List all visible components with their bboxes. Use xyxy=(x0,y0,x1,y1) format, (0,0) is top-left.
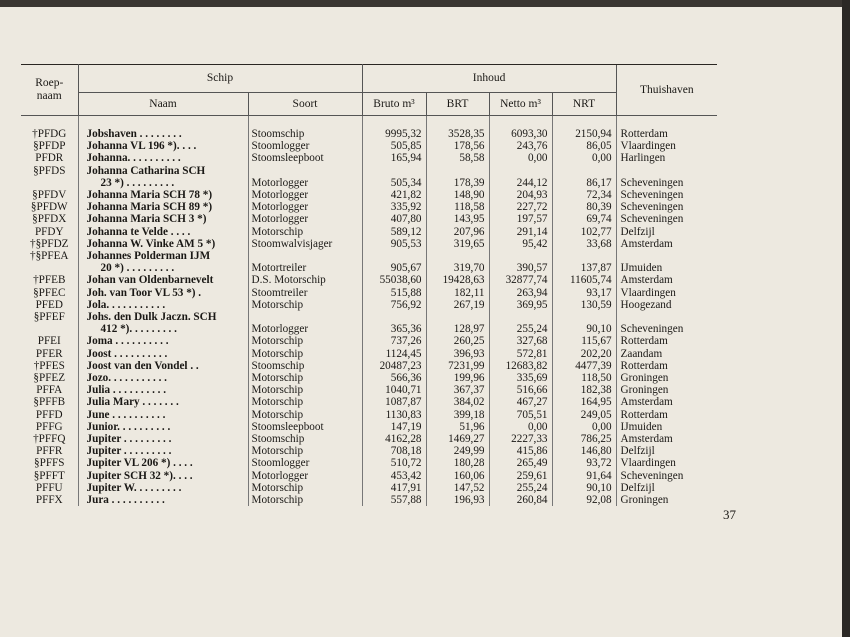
cell-nrt: 86,05 xyxy=(552,140,616,152)
cell-naam: Johs. den Dulk Jaczn. SCH xyxy=(78,311,248,323)
cell-nrt: 249,05 xyxy=(552,409,616,421)
table-row xyxy=(21,457,717,469)
header-row-1 xyxy=(21,65,717,93)
cell-nrt: 11605,74 xyxy=(552,274,616,286)
table-row xyxy=(21,152,717,164)
cell-naam: Joma . . . . . . . . . . xyxy=(78,335,248,347)
cell-nrt: 72,34 xyxy=(552,189,616,201)
cell-naam: Johanna Maria SCH 3 *) xyxy=(78,213,248,225)
cell-thuis xyxy=(616,165,717,177)
cell-bruto: 510,72 xyxy=(362,457,426,469)
cell-soort: Stoomtreiler xyxy=(248,287,362,299)
cell-bruto: 417,91 xyxy=(362,482,426,494)
cell-nrt: 130,59 xyxy=(552,299,616,311)
cell-roep: §PFDW xyxy=(21,201,78,213)
cell-soort: Stoomsleepboot xyxy=(248,152,362,164)
cell-soort: Stoomlogger xyxy=(248,140,362,152)
cell-netto xyxy=(489,311,552,323)
cell-thuis: Vlaardingen xyxy=(620,286,676,299)
cell-brt: 260,25 xyxy=(426,335,489,347)
cell-naam: Johanna W. Vinke AM 5 *) xyxy=(78,238,248,250)
cell-netto: 572,81 xyxy=(489,348,552,360)
cell-naam: Junior. . . . . . . . . . xyxy=(78,421,248,433)
cell-brt: 147,52 xyxy=(426,482,489,494)
cell-roep: §PFDS xyxy=(21,165,78,177)
table-row xyxy=(21,409,717,421)
cell-bruto: 1130,83 xyxy=(362,409,426,421)
table-row xyxy=(21,226,717,238)
cell-nrt: 2150,94 xyxy=(552,128,616,140)
header-thuishaven: Thuishaven xyxy=(616,65,717,116)
cell-nrt: 0,00 xyxy=(552,421,616,433)
cell-naam: Johanna VL 196 *). . . . xyxy=(78,140,248,152)
cell-bruto: 1087,87 xyxy=(362,396,426,408)
table-row xyxy=(21,250,717,262)
cell-soort: Motorschip xyxy=(248,409,362,421)
cell-netto xyxy=(489,250,552,262)
cell-naam: Joh. van Toor VL 53 *) . xyxy=(78,287,248,299)
cell-naam: Julia Mary . . . . . . . xyxy=(78,396,248,408)
cell-brt: 143,95 xyxy=(426,213,489,225)
cell-bruto xyxy=(362,250,426,262)
cell-nrt: 786,25 xyxy=(552,433,616,445)
cell-bruto: 20487,23 xyxy=(362,360,426,372)
cell-soort: Motorlogger xyxy=(248,213,362,225)
table-row xyxy=(21,262,717,274)
cell-nrt: 164,95 xyxy=(552,396,616,408)
cell-naam: Jupiter . . . . . . . . . xyxy=(78,433,248,445)
cell-naam: Joost . . . . . . . . . . xyxy=(78,348,248,360)
cell-netto: 390,57 xyxy=(489,262,552,274)
cell-naam: Johannes Polderman IJM xyxy=(78,250,248,262)
cell-netto: 260,84 xyxy=(489,494,552,506)
cell-brt: 148,90 xyxy=(426,189,489,201)
table-row xyxy=(21,201,717,213)
cell-roep xyxy=(21,262,78,274)
cell-brt: 178,39 xyxy=(426,177,489,189)
cell-bruto: 4162,28 xyxy=(362,433,426,445)
cell-soort: Motorlogger xyxy=(248,189,362,201)
cell-bruto: 365,36 xyxy=(362,323,426,335)
cell-soort: Motorschip xyxy=(248,396,362,408)
cell-netto: 0,00 xyxy=(489,421,552,433)
cell-nrt: 182,38 xyxy=(552,384,616,396)
cell-roep: PFED xyxy=(21,299,78,311)
cell-roep xyxy=(21,177,78,189)
cell-netto: 467,27 xyxy=(489,396,552,408)
cell-thuis: Amsterdam xyxy=(620,237,673,250)
cell-bruto: 1040,71 xyxy=(362,384,426,396)
cell-bruto: 505,34 xyxy=(362,177,426,189)
header-naam: Naam xyxy=(78,93,248,116)
cell-roep: PFER xyxy=(21,348,78,360)
table-row xyxy=(21,482,717,494)
cell-thuis: Vlaardingen xyxy=(620,457,676,470)
cell-soort: Stoomschip xyxy=(248,128,362,140)
cell-soort: Motorlogger xyxy=(248,177,362,189)
cell-nrt: 102,77 xyxy=(552,226,616,238)
table-row xyxy=(21,189,717,201)
cell-thuis xyxy=(616,311,717,323)
table-row xyxy=(21,177,717,189)
cell-bruto: 407,80 xyxy=(362,213,426,225)
cell-netto: 265,49 xyxy=(489,457,552,469)
cell-nrt: 202,20 xyxy=(552,348,616,360)
cell-thuis: Groningen xyxy=(620,384,669,397)
cell-netto: 227,72 xyxy=(489,201,552,213)
cell-soort: Motorschip xyxy=(248,445,362,457)
cell-thuis: Amsterdam xyxy=(620,433,673,446)
cell-brt: 3528,35 xyxy=(426,128,489,140)
cell-brt: 249,99 xyxy=(426,445,489,457)
cell-soort: Motorschip xyxy=(248,299,362,311)
table-row xyxy=(21,213,717,225)
cell-netto: 327,68 xyxy=(489,335,552,347)
document-page xyxy=(0,7,842,637)
cell-thuis: Scheveningen xyxy=(620,323,684,336)
cell-brt: 319,70 xyxy=(426,262,489,274)
cell-nrt: 93,72 xyxy=(552,457,616,469)
cell-nrt: 80,39 xyxy=(552,201,616,213)
cell-naam: Jozo. . . . . . . . . . . xyxy=(78,372,248,384)
table-row xyxy=(21,274,717,286)
cell-thuis: Harlingen xyxy=(620,152,666,165)
table-row xyxy=(21,384,717,396)
cell-roep: §PFEZ xyxy=(21,372,78,384)
cell-netto: 95,42 xyxy=(489,238,552,250)
cell-naam: June . . . . . . . . . . xyxy=(78,409,248,421)
cell-thuis: Scheveningen xyxy=(620,201,684,214)
cell-bruto: 756,92 xyxy=(362,299,426,311)
cell-naam: Jupiter VL 206 *) . . . . xyxy=(78,457,248,469)
cell-soort xyxy=(248,250,362,262)
table-row xyxy=(21,323,717,335)
table-row xyxy=(21,165,717,177)
cell-roep: PFDR xyxy=(21,152,78,164)
cell-soort: Motorschip xyxy=(248,384,362,396)
cell-brt: 58,58 xyxy=(426,152,489,164)
table-row xyxy=(21,311,717,323)
cell-brt: 7231,99 xyxy=(426,360,489,372)
cell-roep: §PFDV xyxy=(21,189,78,201)
cell-thuis: Delfzijl xyxy=(620,445,655,458)
cell-bruto: 335,92 xyxy=(362,201,426,213)
cell-naam: Jupiter . . . . . . . . . xyxy=(78,445,248,457)
cell-thuis: Scheveningen xyxy=(620,189,684,202)
cell-bruto xyxy=(362,311,426,323)
cell-roep: §PFFS xyxy=(21,457,78,469)
cell-naam: Jura . . . . . . . . . . xyxy=(78,494,248,506)
spacer-row xyxy=(21,116,717,129)
table-row xyxy=(21,494,717,506)
cell-brt: 160,06 xyxy=(426,470,489,482)
page-number: 37 xyxy=(723,507,736,522)
table-row xyxy=(21,299,717,311)
cell-netto: 243,76 xyxy=(489,140,552,152)
cell-thuis: Scheveningen xyxy=(620,469,684,482)
cell-netto: 516,66 xyxy=(489,384,552,396)
cell-naam: Johanna te Velde . . . . xyxy=(78,226,248,238)
cell-bruto: 147,19 xyxy=(362,421,426,433)
cell-thuis xyxy=(616,250,717,262)
cell-nrt: 137,87 xyxy=(552,262,616,274)
cell-brt: 19428,63 xyxy=(426,274,489,286)
cell-roep: †PFFQ xyxy=(21,433,78,445)
cell-brt xyxy=(426,311,489,323)
cell-netto xyxy=(489,165,552,177)
cell-brt: 182,11 xyxy=(426,287,489,299)
header-inhoud: Inhoud xyxy=(362,65,616,93)
cell-netto: 255,24 xyxy=(489,482,552,494)
cell-soort: Motorschip xyxy=(248,482,362,494)
cell-roep: †§PFEA xyxy=(21,250,78,262)
cell-netto: 197,57 xyxy=(489,213,552,225)
cell-netto: 6093,30 xyxy=(489,128,552,140)
header-row-2 xyxy=(21,93,717,116)
cell-naam: Joost van den Vondel . . xyxy=(78,360,248,372)
cell-nrt: 146,80 xyxy=(552,445,616,457)
cell-bruto: 165,94 xyxy=(362,152,426,164)
cell-netto: 705,51 xyxy=(489,409,552,421)
cell-naam: Jupiter SCH 32 *). . . . xyxy=(78,470,248,482)
cell-roep: §PFFT xyxy=(21,470,78,482)
cell-roep: PFFA xyxy=(21,384,78,396)
cell-brt: 267,19 xyxy=(426,299,489,311)
cell-nrt: 33,68 xyxy=(552,238,616,250)
cell-roep: PFDY xyxy=(21,226,78,238)
table-row xyxy=(21,396,717,408)
cell-naam: 20 *) . . . . . . . . . xyxy=(78,262,248,274)
cell-brt: 1469,27 xyxy=(426,433,489,445)
header-soort: Soort xyxy=(248,93,362,116)
cell-netto: 204,93 xyxy=(489,189,552,201)
cell-brt: 319,65 xyxy=(426,238,489,250)
cell-nrt xyxy=(552,165,616,177)
cell-thuis: Delfzijl xyxy=(620,225,655,238)
cell-brt: 118,58 xyxy=(426,201,489,213)
cell-bruto: 9995,32 xyxy=(362,128,426,140)
cell-soort xyxy=(248,165,362,177)
cell-thuis: Scheveningen xyxy=(620,213,684,226)
cell-thuis: Vlaardingen xyxy=(620,140,676,153)
cell-nrt: 0,00 xyxy=(552,152,616,164)
cell-roep: †PFDG xyxy=(21,128,78,140)
cell-netto: 0,00 xyxy=(489,152,552,164)
cell-netto: 263,94 xyxy=(489,287,552,299)
cell-brt xyxy=(426,165,489,177)
cell-naam: Jola. . . . . . . . . . . xyxy=(78,299,248,311)
cell-bruto: 589,12 xyxy=(362,226,426,238)
cell-soort: Stoomlogger xyxy=(248,457,362,469)
cell-netto: 291,14 xyxy=(489,226,552,238)
cell-bruto: 505,85 xyxy=(362,140,426,152)
table-row xyxy=(21,140,717,152)
table-row xyxy=(21,287,717,299)
cell-thuis: Amsterdam xyxy=(620,396,673,409)
cell-nrt xyxy=(552,250,616,262)
cell-brt: 396,93 xyxy=(426,348,489,360)
cell-brt: 384,02 xyxy=(426,396,489,408)
cell-nrt: 4477,39 xyxy=(552,360,616,372)
cell-soort xyxy=(248,311,362,323)
cell-nrt: 91,64 xyxy=(552,470,616,482)
cell-soort: Stoomwalvisjager xyxy=(248,238,362,250)
cell-brt: 180,28 xyxy=(426,457,489,469)
header-brt: BRT xyxy=(426,93,489,116)
cell-thuis: Rotterdam xyxy=(620,335,668,348)
cell-thuis: Amsterdam xyxy=(620,274,673,287)
header-nrt: NRT xyxy=(552,93,616,116)
cell-soort: Stoomschip xyxy=(248,360,362,372)
cell-netto: 32877,74 xyxy=(489,274,552,286)
cell-naam: Johanna Maria SCH 78 *) xyxy=(78,189,248,201)
cell-bruto: 905,53 xyxy=(362,238,426,250)
cell-naam: Johanna Catharina SCH xyxy=(78,165,248,177)
cell-naam: Jupiter W. . . . . . . . . xyxy=(78,482,248,494)
cell-roep: §PFEC xyxy=(21,287,78,299)
cell-naam: Johanna Maria SCH 89 *) xyxy=(78,201,248,213)
cell-nrt: 86,17 xyxy=(552,177,616,189)
cell-bruto: 55038,60 xyxy=(362,274,426,286)
scan-top-edge xyxy=(0,0,842,7)
cell-thuis: Groningen xyxy=(620,372,669,385)
cell-netto: 244,12 xyxy=(489,177,552,189)
cell-soort: Stoomschip xyxy=(248,433,362,445)
cell-thuis: Rotterdam xyxy=(620,359,668,372)
cell-roep: §PFDP xyxy=(21,140,78,152)
cell-netto: 255,24 xyxy=(489,323,552,335)
table-row xyxy=(21,128,717,140)
cell-soort: Motorschip xyxy=(248,494,362,506)
cell-brt: 207,96 xyxy=(426,226,489,238)
cell-soort: Motorlogger xyxy=(248,323,362,335)
scan-right-edge xyxy=(842,0,850,637)
cell-roep: PFFX xyxy=(21,494,78,506)
cell-roep: PFFR xyxy=(21,445,78,457)
cell-nrt: 90,10 xyxy=(552,482,616,494)
cell-bruto: 737,26 xyxy=(362,335,426,347)
cell-roep: †PFES xyxy=(21,360,78,372)
cell-roep: PFFG xyxy=(21,421,78,433)
cell-roep: §PFDX xyxy=(21,213,78,225)
cell-thuis: Rotterdam xyxy=(620,128,668,140)
ship-register-table xyxy=(21,64,717,506)
cell-soort: Motorlogger xyxy=(248,201,362,213)
cell-nrt: 69,74 xyxy=(552,213,616,225)
cell-thuis: IJmuiden xyxy=(620,262,663,275)
cell-netto: 335,69 xyxy=(489,372,552,384)
header-roepnaam: Roep- naam xyxy=(21,65,78,116)
cell-netto: 415,86 xyxy=(489,445,552,457)
cell-brt: 367,37 xyxy=(426,384,489,396)
cell-bruto: 515,88 xyxy=(362,287,426,299)
cell-soort: Motortreiler xyxy=(248,262,362,274)
cell-brt: 399,18 xyxy=(426,409,489,421)
cell-netto: 369,95 xyxy=(489,299,552,311)
cell-roep: PFFD xyxy=(21,409,78,421)
cell-netto: 12683,82 xyxy=(489,360,552,372)
cell-bruto: 566,36 xyxy=(362,372,426,384)
table-row xyxy=(21,372,717,384)
cell-thuis: Delfzijl xyxy=(620,481,655,494)
cell-thuis: Zaandam xyxy=(620,347,663,360)
cell-nrt xyxy=(552,311,616,323)
cell-brt xyxy=(426,250,489,262)
cell-thuis: Hoogezand xyxy=(620,298,672,311)
cell-naam: Johanna. . . . . . . . . . xyxy=(78,152,248,164)
cell-bruto: 1124,45 xyxy=(362,348,426,360)
cell-brt: 196,93 xyxy=(426,494,489,506)
cell-roep: PFFU xyxy=(21,482,78,494)
cell-netto: 259,61 xyxy=(489,470,552,482)
cell-nrt: 90,10 xyxy=(552,323,616,335)
cell-roep: †PFEB xyxy=(21,274,78,286)
cell-naam: Julia . . . . . . . . . . xyxy=(78,384,248,396)
cell-naam: Jobshaven . . . . . . . . xyxy=(78,128,248,140)
table-row xyxy=(21,348,717,360)
cell-soort: D.S. Motorschip xyxy=(248,274,362,286)
cell-brt: 178,56 xyxy=(426,140,489,152)
table-row xyxy=(21,421,717,433)
cell-roep: §PFEF xyxy=(21,311,78,323)
table-row xyxy=(21,335,717,347)
cell-thuis: Groningen xyxy=(620,494,669,507)
cell-nrt: 93,17 xyxy=(552,287,616,299)
cell-brt: 51,96 xyxy=(426,421,489,433)
table-row xyxy=(21,445,717,457)
cell-soort: Stoomsleepboot xyxy=(248,421,362,433)
cell-thuis: Rotterdam xyxy=(620,408,668,421)
cell-bruto: 453,42 xyxy=(362,470,426,482)
cell-soort: Motorlogger xyxy=(248,470,362,482)
cell-bruto xyxy=(362,165,426,177)
table-body xyxy=(21,116,717,507)
cell-bruto: 905,67 xyxy=(362,262,426,274)
table-row xyxy=(21,238,717,250)
cell-brt: 128,97 xyxy=(426,323,489,335)
cell-naam: Johan van Oldenbarnevelt xyxy=(78,274,248,286)
cell-soort: Motorschip xyxy=(248,335,362,347)
cell-soort: Motorschip xyxy=(248,226,362,238)
cell-netto: 2227,33 xyxy=(489,433,552,445)
table-row xyxy=(21,360,717,372)
cell-roep: PFEI xyxy=(21,335,78,347)
cell-naam: 23 *) . . . . . . . . . xyxy=(78,177,248,189)
cell-nrt: 92,08 xyxy=(552,494,616,506)
table-row xyxy=(21,433,717,445)
cell-soort: Motorschip xyxy=(248,348,362,360)
cell-bruto: 708,18 xyxy=(362,445,426,457)
cell-roep: §PFFB xyxy=(21,396,78,408)
header-schip: Schip xyxy=(78,65,362,93)
cell-nrt: 115,67 xyxy=(552,335,616,347)
cell-roep xyxy=(21,323,78,335)
cell-roep: †§PFDZ xyxy=(21,238,78,250)
cell-thuis: Scheveningen xyxy=(620,176,684,189)
cell-nrt: 118,50 xyxy=(552,372,616,384)
cell-bruto: 557,88 xyxy=(362,494,426,506)
table-row xyxy=(21,470,717,482)
header-bruto: Bruto m³ xyxy=(362,93,426,116)
cell-bruto: 421,82 xyxy=(362,189,426,201)
cell-naam: 412 *). . . . . . . . . xyxy=(78,323,248,335)
cell-thuis: IJmuiden xyxy=(620,420,663,433)
cell-soort: Motorschip xyxy=(248,372,362,384)
cell-brt: 199,96 xyxy=(426,372,489,384)
header-netto: Netto m³ xyxy=(489,93,552,116)
